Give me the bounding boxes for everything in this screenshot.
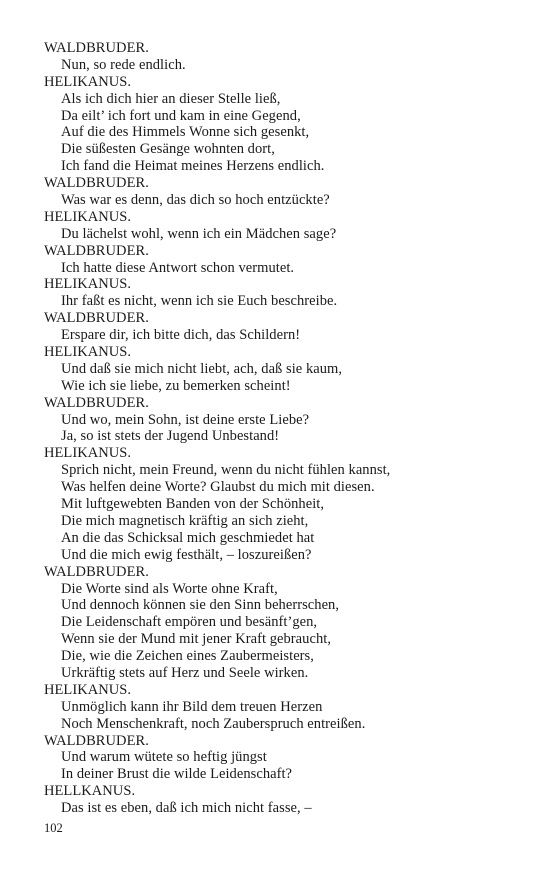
verse-line: Nun, so rede endlich.	[61, 56, 186, 73]
speaker-name: WALDBRUDER.	[44, 175, 149, 192]
speaker-name: WALDBRUDER.	[44, 40, 149, 56]
speaker-name: HELIKANUS.	[44, 681, 132, 698]
verse-line: Als ich dich hier an dieser Stelle ließ,	[61, 90, 281, 107]
speaker-name: WALDBRUDER.	[44, 310, 149, 327]
verse-line: Und dennoch können sie den Sinn beherrschen,	[61, 597, 340, 614]
verse-line: An die das Schicksal mich geschmiedet hat	[61, 529, 315, 546]
speaker-name: WALDBRUDER.	[44, 242, 149, 259]
speaker-name: HELIKANUS.	[44, 344, 132, 361]
speaker-name: HELIKANUS.	[44, 208, 132, 225]
verse-line: Und die mich ewig festhält, – loszureißen?	[61, 546, 312, 563]
verse-line: Und daß sie mich nicht liebt, ach, daß sie kaum,	[61, 360, 343, 377]
verse-line: Sprich nicht, mein Freund, wenn du nicht fühlen kannst,	[61, 462, 391, 479]
speaker-name: WALDBRUDER.	[44, 394, 149, 411]
verse-line: Die Leidenschaft empören und besänft’gen,	[61, 614, 318, 631]
verse-line: Mit luftgewebten Banden von der Schönheit,	[61, 496, 325, 513]
verse-line: Wie ich sie liebe, zu bemerken scheint!	[61, 377, 291, 394]
book-page-text	[44, 40, 524, 817]
verse-line: Was war es denn, das dich so hoch entzückte?	[61, 192, 330, 209]
page-number: 102	[44, 821, 63, 835]
verse-line: Du lächelst wohl, wenn ich ein Mädchen sage?	[61, 225, 337, 242]
speaker-name: HELIKANUS.	[44, 445, 132, 462]
verse-line: Ich fand die Heimat meines Herzens endlich.	[61, 158, 325, 175]
verse-line: Und warum wütete so heftig jüngst	[61, 749, 267, 766]
speaker-name: WALDBRUDER.	[44, 732, 149, 749]
verse-line: Ich hatte diese Antwort schon vermutet.	[61, 259, 295, 276]
verse-line: Erspare dir, ich bitte dich, das Schildern!	[61, 327, 301, 344]
verse-line: Das ist es eben, daß ich mich nicht fasse, –	[61, 800, 312, 817]
verse-line: In deiner Brust die wilde Leidenschaft?	[61, 766, 293, 783]
verse-line: Ihr faßt es nicht, wenn ich sie Euch beschreibe.	[61, 293, 338, 310]
verse-line: Die Worte sind als Worte ohne Kraft,	[61, 580, 278, 597]
verse-line: Was helfen deine Worte? Glaubst du mich mit diesen.	[61, 479, 375, 496]
verse-line: Die, wie die Zeichen eines Zaubermeisters,	[61, 648, 314, 665]
verse-line: Und wo, mein Sohn, ist deine erste Liebe?	[61, 411, 310, 428]
verse-line: Unmöglich kann ihr Bild dem treuen Herzen	[61, 698, 323, 715]
verse-line: Wenn sie der Mund mit jener Kraft gebraucht,	[61, 631, 331, 648]
speaker-name: WALDBRUDER.	[44, 563, 149, 580]
verse-line: Urkräftig stets auf Herz und Seele wirken.	[61, 664, 309, 681]
verse-line: Die süßesten Gesänge wohnten dort,	[61, 141, 275, 158]
speaker-name: HELIKANUS.	[44, 276, 132, 293]
verse-line: Noch Menschenkraft, noch Zauberspruch entreißen.	[61, 715, 366, 732]
speaker-name: HELIKANUS.	[44, 73, 132, 90]
verse-line: Die mich magnetisch kräftig an sich zieht,	[61, 512, 309, 529]
verse-line: Auf die des Himmels Wonne sich gesenkt,	[61, 124, 310, 141]
verse-line: Ja, so ist stets der Jugend Unbestand!	[61, 428, 280, 445]
speaker-name: HELLKANUS.	[44, 783, 136, 800]
verse-line: Da eilt’ ich fort und kam in eine Gegend,	[61, 107, 301, 124]
